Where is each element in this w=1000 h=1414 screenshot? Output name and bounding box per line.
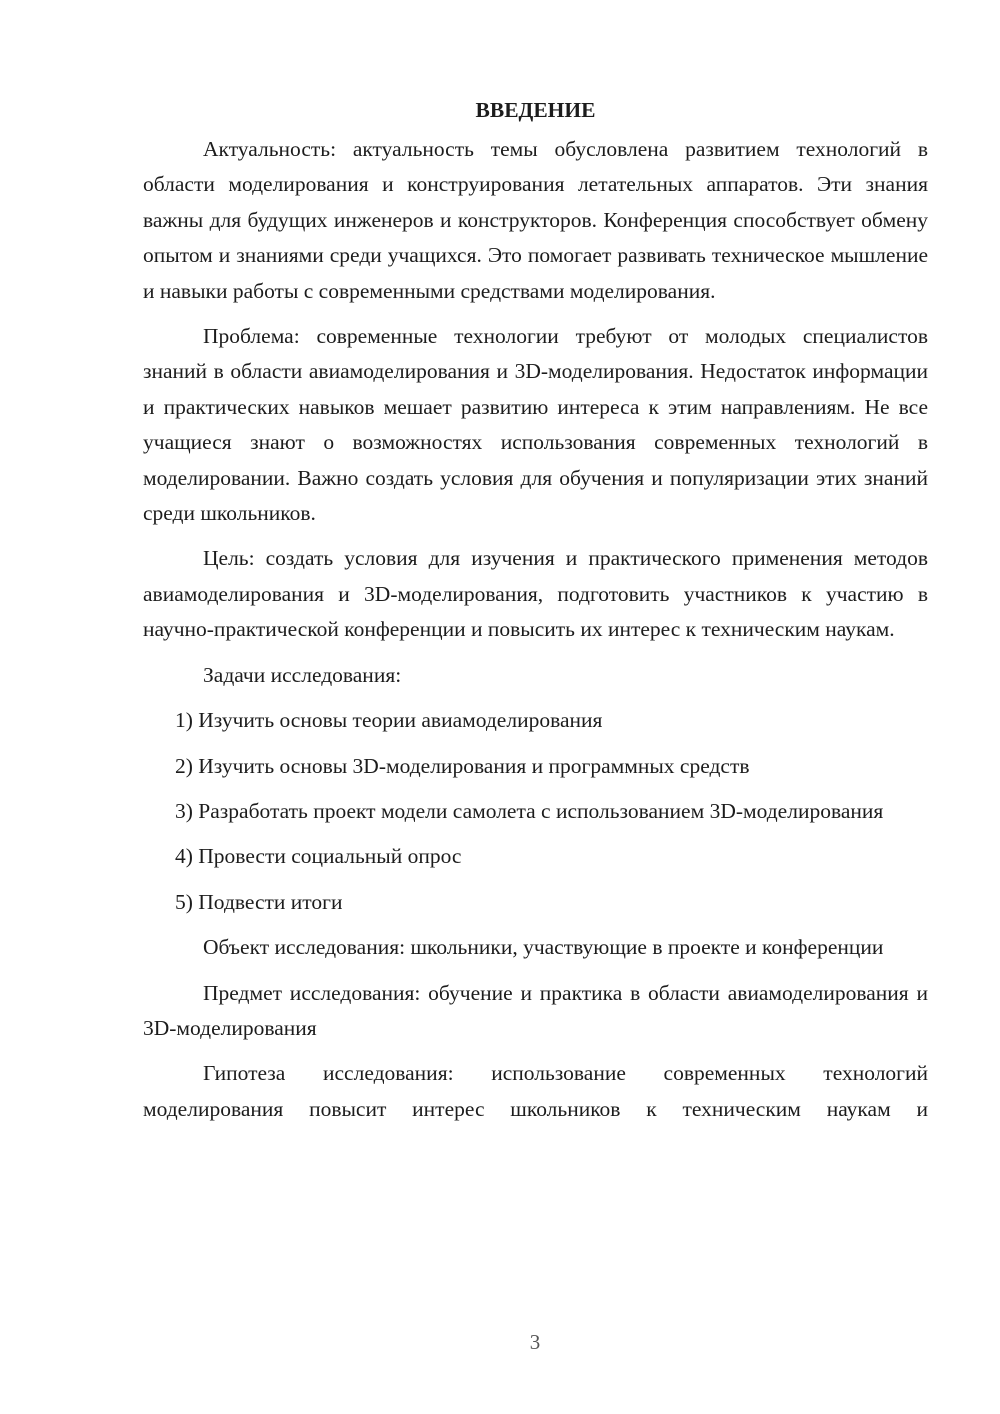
tasks-heading: Задачи исследования: xyxy=(203,662,402,687)
paragraph-problem: Проблема: современные технологии требуют от молодых специалистов знаний в области авиамоделирования и 3D-моделирования. Недостаток информации и практических навыков мешает развитию интереса к этим направлениям. Не все учащиеся знают о возможностях использования современных технологий в моделировании. Важно создать условия для обучения и популяризации этих знаний среди школьников. xyxy=(143,324,928,526)
page-number: 3 xyxy=(529,1330,541,1354)
list-item: 1) Изучить основы теории авиамоделирования xyxy=(175,708,603,733)
paragraph-object: Объект исследования: школьники, участвующие в проекте и конференции xyxy=(203,935,884,960)
list-item: 2) Изучить основы 3D-моделирования и программных средств xyxy=(175,753,750,778)
list-item: 3) Разработать проект модели самолета с использованием 3D-моделирования xyxy=(175,798,884,823)
tasks-list xyxy=(143,703,928,920)
list-item: 4) Провести социальный опрос xyxy=(175,844,462,869)
paragraph-hypothesis: Гипотеза исследования: использование современных технологий моделирования повысит интерес школьников к техническим наукам и xyxy=(143,1061,928,1121)
document-page xyxy=(143,95,928,1127)
paragraph-goal: Цель: создать условия для изучения и практического применения методов авиамоделирования и 3D-моделирования, подготовить участников к участию в научно-практической конференции и повысить их интерес к техническим наукам. xyxy=(143,546,928,642)
section-title: ВВЕДЕНИЕ xyxy=(475,98,596,122)
paragraph-subject: Предмет исследования: обучение и практика в области авиамоделирования и 3D-моделирования xyxy=(143,980,928,1040)
paragraph-relevance: Актуальность: актуальность темы обусловлена развитием технологий в области моделирования и конструирования летательных аппаратов. Эти знания важны для будущих инженеров и конструкторов. Конференция способствует обмену опытом и знаниями среди учащихся. Это помогает развивать техническое мышление и навыки работы с современными средствами моделирования. xyxy=(143,137,928,303)
list-item: 5) Подвести итоги xyxy=(175,889,343,914)
